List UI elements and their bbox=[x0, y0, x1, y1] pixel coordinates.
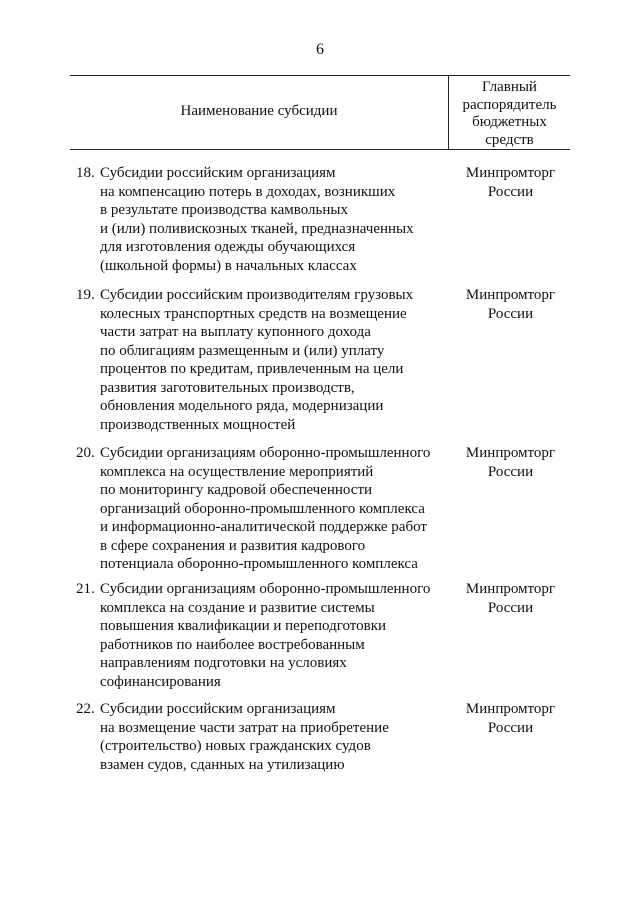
subsidy-name-line: комплекса на создание и развитие системы bbox=[100, 599, 375, 616]
subsidy-name-line: Субсидии российским организациям bbox=[100, 701, 336, 717]
subsidy-name-line: для изготовления одежды обучающихся bbox=[100, 239, 356, 255]
page-number: 6 bbox=[316, 41, 324, 58]
row-number: 18. bbox=[76, 165, 95, 181]
chief-distributor bbox=[450, 700, 571, 737]
table-header-bottom-rule bbox=[70, 149, 570, 150]
subsidy-name-line: (школьной формы) в начальных классах bbox=[100, 257, 357, 274]
header-distributor-line: средств bbox=[485, 131, 534, 148]
chief-distributor bbox=[450, 580, 571, 617]
distributor-line: Минпромторг bbox=[465, 287, 556, 303]
subsidy-name bbox=[100, 580, 460, 691]
row-number: 19. bbox=[76, 287, 95, 303]
distributor-line: России bbox=[487, 463, 534, 480]
subsidy-name-line: и (или) поливискозных тканей, предназначенных bbox=[100, 220, 414, 237]
subsidy-name-line: части затрат на выплату купонного дохода bbox=[100, 324, 371, 340]
subsidy-name-line: колесных транспортных средств на возмещение bbox=[100, 305, 407, 322]
subsidy-name-line: повышения квалификации и переподготовки bbox=[100, 618, 387, 634]
subsidy-name-line: процентов по кредитам, привлеченным на цели bbox=[100, 361, 404, 377]
subsidy-name bbox=[100, 164, 460, 275]
subsidy-name-line: развития заготовительных производств, bbox=[100, 379, 355, 396]
subsidy-name bbox=[100, 700, 460, 774]
subsidy-name-line: работников по наиболее востребованным bbox=[100, 636, 365, 653]
subsidy-name-line: в сфере сохранения и развития кадрового bbox=[100, 537, 366, 554]
subsidy-name-line: и информационно-аналитической поддержке работ bbox=[100, 519, 427, 535]
subsidy-name-line: потенциала оборонно-промышленного комплекса bbox=[100, 556, 418, 572]
subsidy-name-line: производственных мощностей bbox=[100, 416, 296, 433]
subsidy-name-line: Субсидии российским организациям bbox=[100, 165, 336, 181]
table-top-rule bbox=[70, 75, 570, 76]
distributor-line: России bbox=[487, 183, 534, 200]
subsidy-name-line: софинансирования bbox=[100, 673, 221, 690]
distributor-line: Минпромторг bbox=[465, 581, 556, 597]
subsidy-name-line: на возмещение части затрат на приобретение bbox=[100, 719, 389, 736]
distributor-line: Минпромторг bbox=[465, 165, 556, 181]
row-number: 20. bbox=[76, 445, 95, 461]
subsidy-name bbox=[100, 444, 460, 574]
header-distributor-line: Главный bbox=[482, 79, 537, 95]
subsidy-name-line: Субсидии российским производителям грузовых bbox=[100, 287, 414, 303]
chief-distributor bbox=[450, 286, 571, 323]
distributor-line: России bbox=[487, 305, 534, 322]
header-distributor-line: распорядитель bbox=[462, 96, 557, 113]
header-chief-distributor bbox=[449, 79, 570, 149]
subsidy-name-line: комплекса на осуществление мероприятий bbox=[100, 463, 374, 480]
subsidy-name-line: организаций оборонно-промышленного комплекса bbox=[100, 500, 425, 517]
distributor-line: Минпромторг bbox=[465, 701, 556, 717]
distributor-line: Минпромторг bbox=[465, 445, 556, 461]
subsidy-name-line: по мониторингу кадровой обеспеченности bbox=[100, 482, 373, 498]
subsidy-name-line: на компенсацию потерь в доходах, возникших bbox=[100, 183, 396, 200]
subsidy-name-line: Субсидии организациям оборонно-промышленного bbox=[100, 581, 431, 597]
header-distributor-line: бюджетных bbox=[472, 114, 547, 130]
row-number: 22. bbox=[76, 701, 95, 717]
subsidy-name-line: обновления модельного ряда, модернизации bbox=[100, 398, 384, 414]
header-subsidy-name: Наименование субсидии bbox=[180, 103, 338, 119]
subsidy-name-line: взамен судов, сданных на утилизацию bbox=[100, 756, 345, 773]
subsidy-name-line: Субсидии организациям оборонно-промышленного bbox=[100, 445, 431, 461]
subsidy-name-line: направлениям подготовки на условиях bbox=[100, 655, 347, 671]
subsidy-name bbox=[100, 286, 460, 434]
subsidy-name-line: (строительство) новых гражданских судов bbox=[100, 738, 371, 754]
distributor-line: России bbox=[487, 719, 534, 736]
subsidy-name-line: по облигациям размещенным и (или) уплату bbox=[100, 342, 385, 359]
chief-distributor bbox=[450, 164, 571, 201]
chief-distributor bbox=[450, 444, 571, 481]
distributor-line: России bbox=[487, 599, 534, 616]
subsidy-name-line: в результате производства камвольных bbox=[100, 202, 348, 218]
row-number: 21. bbox=[76, 581, 95, 597]
